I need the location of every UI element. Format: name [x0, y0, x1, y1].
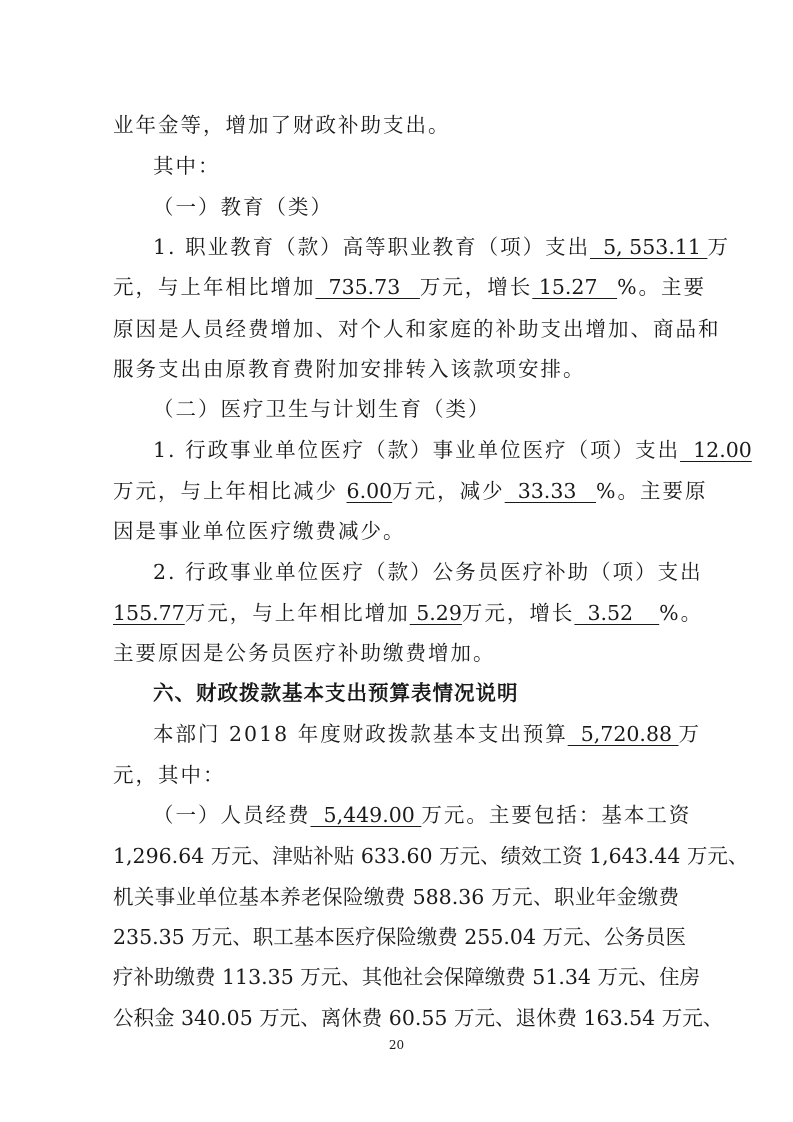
paragraph-line — [113, 356, 679, 382]
text: 1,296.64 万元、津贴补贴 633.60 万元、绩效工资 1,643.44 万元、 — [113, 844, 749, 868]
text: 疗补助缴费 113.35 万元、其他社会保障缴费 51.34 万元、住房 — [113, 965, 700, 989]
paragraph-line — [153, 234, 730, 260]
text: 原因是人员经费增加、对个人和家庭的补助支出增加、商品和 — [113, 317, 721, 341]
paragraph-line — [113, 964, 700, 990]
text: 万元，增长 — [419, 275, 533, 299]
text: 1. 职业教育（款）高等职业教育（项）支出 — [153, 235, 591, 259]
text: 2. 行政事业单位医疗（款）公务员医疗补助（项）支出 — [153, 560, 703, 584]
text: 机关事业单位基本养老保险缴费 588.36 万元、职业年金缴费 — [113, 885, 679, 909]
text: （一）教育（类） — [153, 195, 333, 219]
text: 业年金等，增加了财政补助支出。 — [113, 113, 451, 137]
paragraph-line — [153, 802, 692, 828]
amount-value: 5.29 — [409, 601, 462, 625]
paragraph-line — [153, 559, 703, 585]
text: 六、财政拨款基本支出预算表情况说明 — [153, 681, 519, 705]
text: 服务支出由原教育费附加安排转入该款项安排。 — [113, 357, 586, 381]
text: 主要原因是公务员医疗补助缴费增加。 — [113, 641, 496, 665]
text: 万 — [707, 235, 730, 259]
text: %。主要 — [617, 275, 707, 299]
paragraph-line — [113, 924, 687, 950]
paragraph-line — [153, 437, 752, 463]
text: 万元，与上年相比增加 — [184, 601, 410, 625]
text: 公积金 340.05 万元、离休费 60.55 万元、退休费 163.54 万元、 — [113, 1006, 724, 1030]
text: 本部门 2018 年度财政拨款基本支出预算 — [153, 722, 568, 746]
amount-value: 5,449.00 — [310, 803, 422, 827]
text: 235.35 万元、职工基本医疗保险缴费 255.04 万元、公务员医 — [113, 925, 687, 949]
text: %。主要原 — [595, 479, 708, 503]
section-heading — [153, 396, 679, 422]
text: 万元，增长 — [461, 601, 575, 625]
text: 万元。主要包括：基本工资 — [421, 803, 692, 827]
paragraph-line — [113, 112, 679, 138]
amount-value: 735.73 — [315, 275, 420, 299]
percent-value: 15.27 — [532, 275, 618, 299]
text: 万 — [678, 722, 702, 746]
paragraph-line — [113, 274, 707, 300]
amount-value: 12.00 — [680, 438, 752, 462]
paragraph-line — [113, 316, 721, 342]
paragraph-line — [113, 640, 679, 666]
text: 万元，与上年相比减少 — [113, 479, 347, 503]
text: （二）医疗卫生与计划生育（类） — [153, 397, 491, 421]
text: 元，其中： — [113, 763, 226, 787]
section-title — [153, 680, 679, 706]
text: 因是事业单位医疗缴费减少。 — [113, 519, 406, 543]
amount-value: 5,720.88 — [567, 722, 679, 746]
text: 元，与上年相比增加 — [113, 275, 316, 299]
paragraph-line — [153, 153, 679, 179]
amount-value: 155.77 — [113, 601, 185, 625]
text: 万元，减少 — [392, 479, 505, 503]
paragraph-line — [113, 1005, 724, 1031]
paragraph-line — [113, 762, 679, 788]
text: （一）人员经费 — [153, 803, 311, 827]
paragraph-line — [113, 843, 749, 869]
paragraph-line — [113, 884, 679, 910]
percent-value: 3.52 — [574, 601, 660, 625]
paragraph-line — [153, 721, 702, 747]
paragraph-line — [113, 518, 679, 544]
text: %。 — [659, 601, 704, 625]
text: 1. 行政事业单位医疗（款）事业单位医疗（项）支出 — [153, 438, 681, 462]
paragraph-line — [113, 478, 708, 504]
paragraph-line — [113, 600, 704, 626]
amount-value: 6.00 — [346, 479, 393, 503]
page-number: 20 — [388, 1038, 405, 1052]
percent-value: 33.33 — [504, 479, 596, 503]
section-heading — [153, 194, 679, 220]
text: 其中： — [153, 154, 221, 178]
amount-value: 5, 553.11 — [590, 235, 708, 259]
